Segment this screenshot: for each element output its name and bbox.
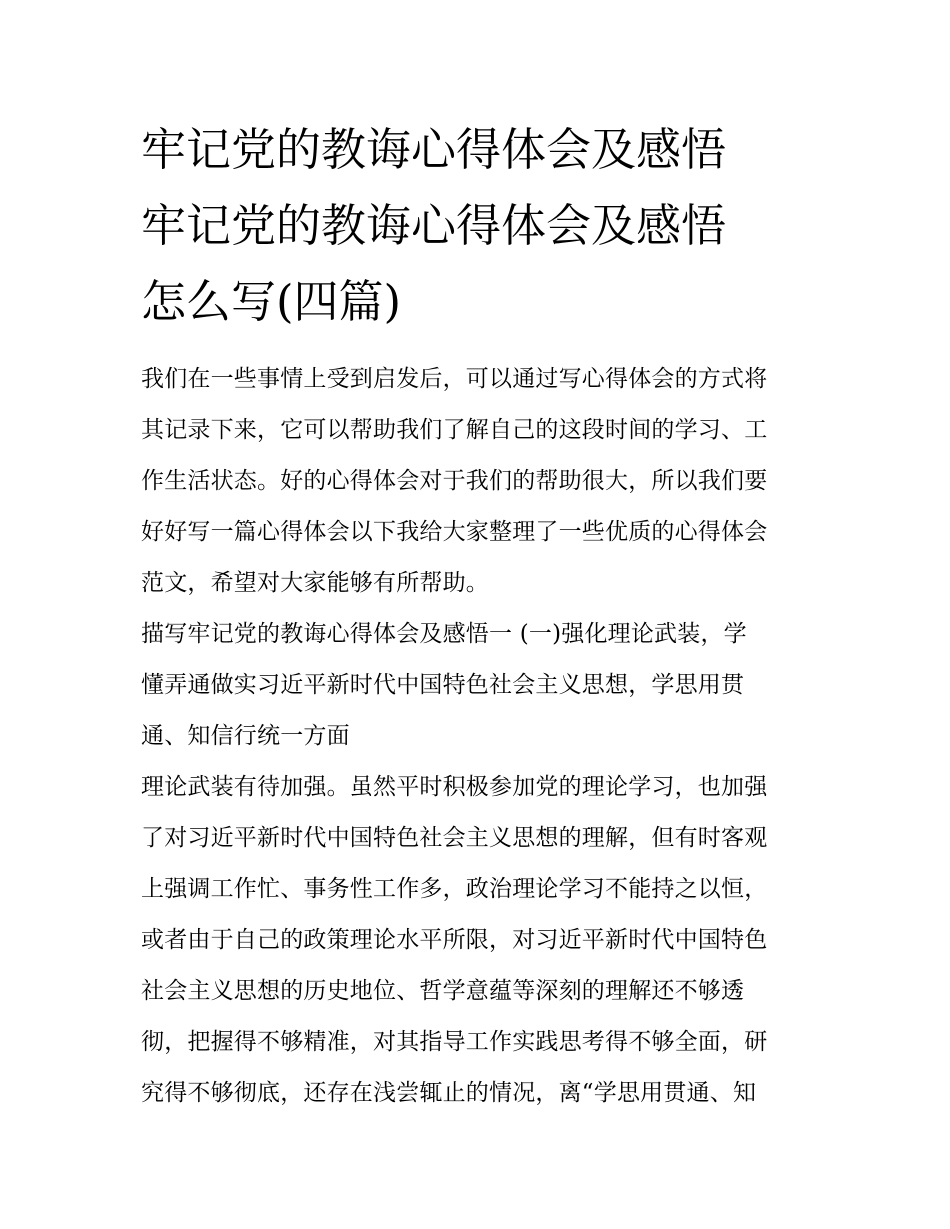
body-line: 上强调工作忙、事务性工作多，政治理论学习不能持之以恒，: [141, 876, 768, 902]
body-line: 彻，把握得不够精准，对其指导工作实践思考得不够全面，研: [141, 1029, 768, 1055]
body-line: 作生活状态。好的心得体会对于我们的帮助很大，所以我们要: [141, 468, 768, 494]
body-line: 范文，希望对大家能够有所帮助。: [141, 570, 489, 596]
title-line-3: 怎么写(四篇): [141, 275, 402, 328]
body-line: 我们在一些事情上受到启发后，可以通过写心得体会的方式将: [141, 366, 768, 392]
body-line: 理论武装有待加强。虽然平时积极参加党的理论学习，也加强: [141, 774, 768, 800]
body-line: 社会主义思想的历史地位、哲学意蕴等深刻的理解还不够透: [141, 978, 745, 1004]
body-line: 或者由于自己的政策理论水平所限，对习近平新时代中国特色: [141, 927, 768, 953]
section-heading-line: 描写牢记党的教诲心得体会及感悟一 (一)强化理论武装，学: [141, 621, 747, 647]
section-heading-line: 懂弄通做实习近平新时代中国特色社会主义思想，学思用贯: [141, 672, 745, 698]
body-line: 究得不够彻底，还存在浅尝辄止的情况，离“学思用贯通、知: [141, 1080, 757, 1106]
body-line: 好好写一篇心得体会以下我给大家整理了一些优质的心得体会: [141, 519, 768, 545]
document-body: [141, 354, 821, 1119]
section-heading-line: 通、知信行统一方面: [141, 723, 350, 749]
title-line-2: 牢记党的教诲心得体会及感悟: [141, 199, 727, 252]
body-line: 了对习近平新时代中国特色社会主义思想的理解，但有时客观: [141, 825, 768, 851]
document-title: [141, 112, 831, 340]
body-line: 其记录下来，它可以帮助我们了解自己的这段时间的学习、工: [141, 417, 768, 443]
title-line-1: 牢记党的教诲心得体会及感悟: [141, 123, 727, 176]
